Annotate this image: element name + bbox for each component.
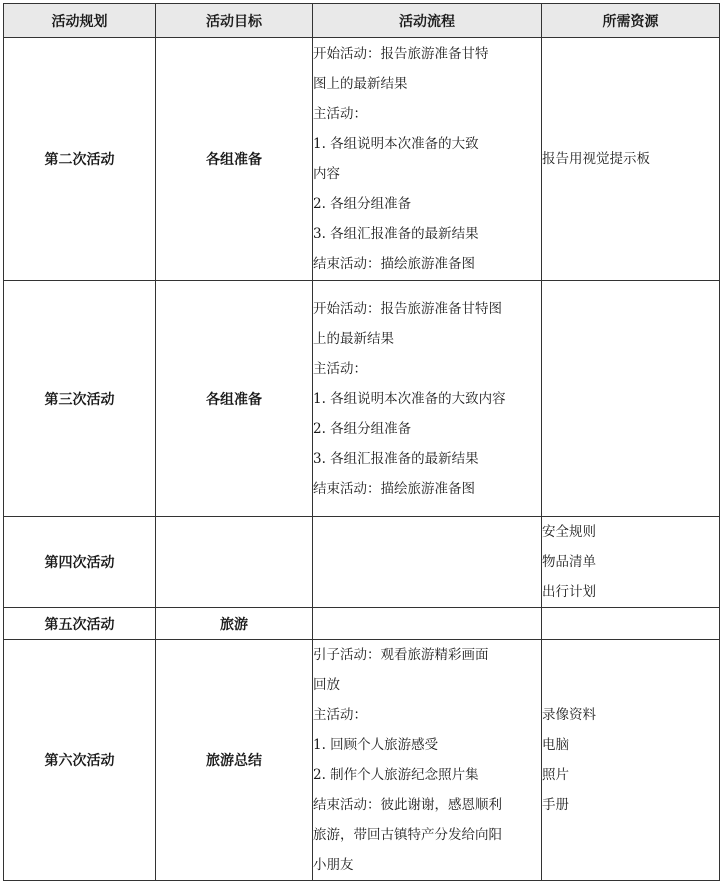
row-resources <box>542 38 720 281</box>
row-plan: 第四次活动 <box>4 517 156 608</box>
flow-line: 引子活动：观看旅游精彩画面 <box>313 647 489 663</box>
table-header-row <box>4 4 720 38</box>
row-plan: 第五次活动 <box>4 608 156 640</box>
row-flow <box>313 517 542 608</box>
table-row <box>4 281 720 517</box>
resource-item: 照片 <box>542 767 569 783</box>
row-flow <box>313 281 542 517</box>
flow-line: 2. 制作个人旅游纪念照片集 <box>313 767 479 783</box>
flow-line: 结束活动：描绘旅游准备图 <box>313 480 475 497</box>
flow-line: 上的最新结果 <box>313 330 394 347</box>
row-plan: 第三次活动 <box>4 281 156 517</box>
resource-item: 电脑 <box>542 737 569 753</box>
flow-line: 结束活动：描绘旅游准备图 <box>313 256 475 272</box>
resource-item: 出行计划 <box>542 584 596 600</box>
header-goal: 活动目标 <box>156 4 313 38</box>
row-goal <box>156 517 313 608</box>
flow-line: 开始活动：报告旅游准备甘特图 <box>313 300 502 317</box>
flow-line: 小朋友 <box>313 857 354 873</box>
resource-item: 物品清单 <box>542 554 596 570</box>
flow-line: 开始活动：报告旅游准备甘特 <box>313 46 489 62</box>
row-goal: 旅游 <box>156 608 313 640</box>
header-resources: 所需资源 <box>542 4 720 38</box>
row-goal: 各组准备 <box>156 281 313 517</box>
flow-line: 1. 各组说明本次准备的大致 <box>313 136 479 152</box>
row-plan: 第二次活动 <box>4 38 156 281</box>
row-plan: 第六次活动 <box>4 640 156 881</box>
activity-plan-document <box>3 3 720 881</box>
activity-plan-table <box>3 3 720 881</box>
flow-line: 3. 各组汇报准备的最新结果 <box>313 450 479 467</box>
table-row <box>4 38 720 281</box>
flow-line: 2. 各组分组准备 <box>313 420 412 437</box>
row-flow <box>313 38 542 281</box>
flow-line: 回放 <box>313 677 340 693</box>
flow-line: 3. 各组汇报准备的最新结果 <box>313 226 479 242</box>
resource-item: 手册 <box>542 797 569 813</box>
flow-line: 主活动： <box>313 106 367 122</box>
flow-line: 旅游，带回古镇特产分发给向阳 <box>313 827 502 843</box>
row-flow <box>313 608 542 640</box>
header-plan: 活动规划 <box>4 4 156 38</box>
row-resources <box>542 608 720 640</box>
resource-item: 录像资料 <box>542 707 596 723</box>
flow-line: 1. 各组说明本次准备的大致内容 <box>313 390 506 407</box>
row-flow <box>313 640 542 881</box>
resource-item: 报告用视觉提示板 <box>542 151 650 167</box>
row-resources <box>542 517 720 608</box>
row-goal: 各组准备 <box>156 38 313 281</box>
flow-line: 图上的最新结果 <box>313 76 408 92</box>
flow-line: 2. 各组分组准备 <box>313 196 412 212</box>
table-row <box>4 640 720 881</box>
flow-line: 主活动： <box>313 707 367 723</box>
flow-line: 主活动： <box>313 360 367 377</box>
resource-item: 安全规则 <box>542 524 596 540</box>
table-row <box>4 517 720 608</box>
header-flow: 活动流程 <box>313 4 542 38</box>
flow-line: 结束活动：彼此谢谢，感恩顺利 <box>313 797 502 813</box>
row-resources <box>542 281 720 517</box>
flow-line: 1. 回顾个人旅游感受 <box>313 737 439 753</box>
table-row <box>4 608 720 640</box>
row-goal: 旅游总结 <box>156 640 313 881</box>
flow-line: 内容 <box>313 166 340 182</box>
row-resources <box>542 640 720 881</box>
